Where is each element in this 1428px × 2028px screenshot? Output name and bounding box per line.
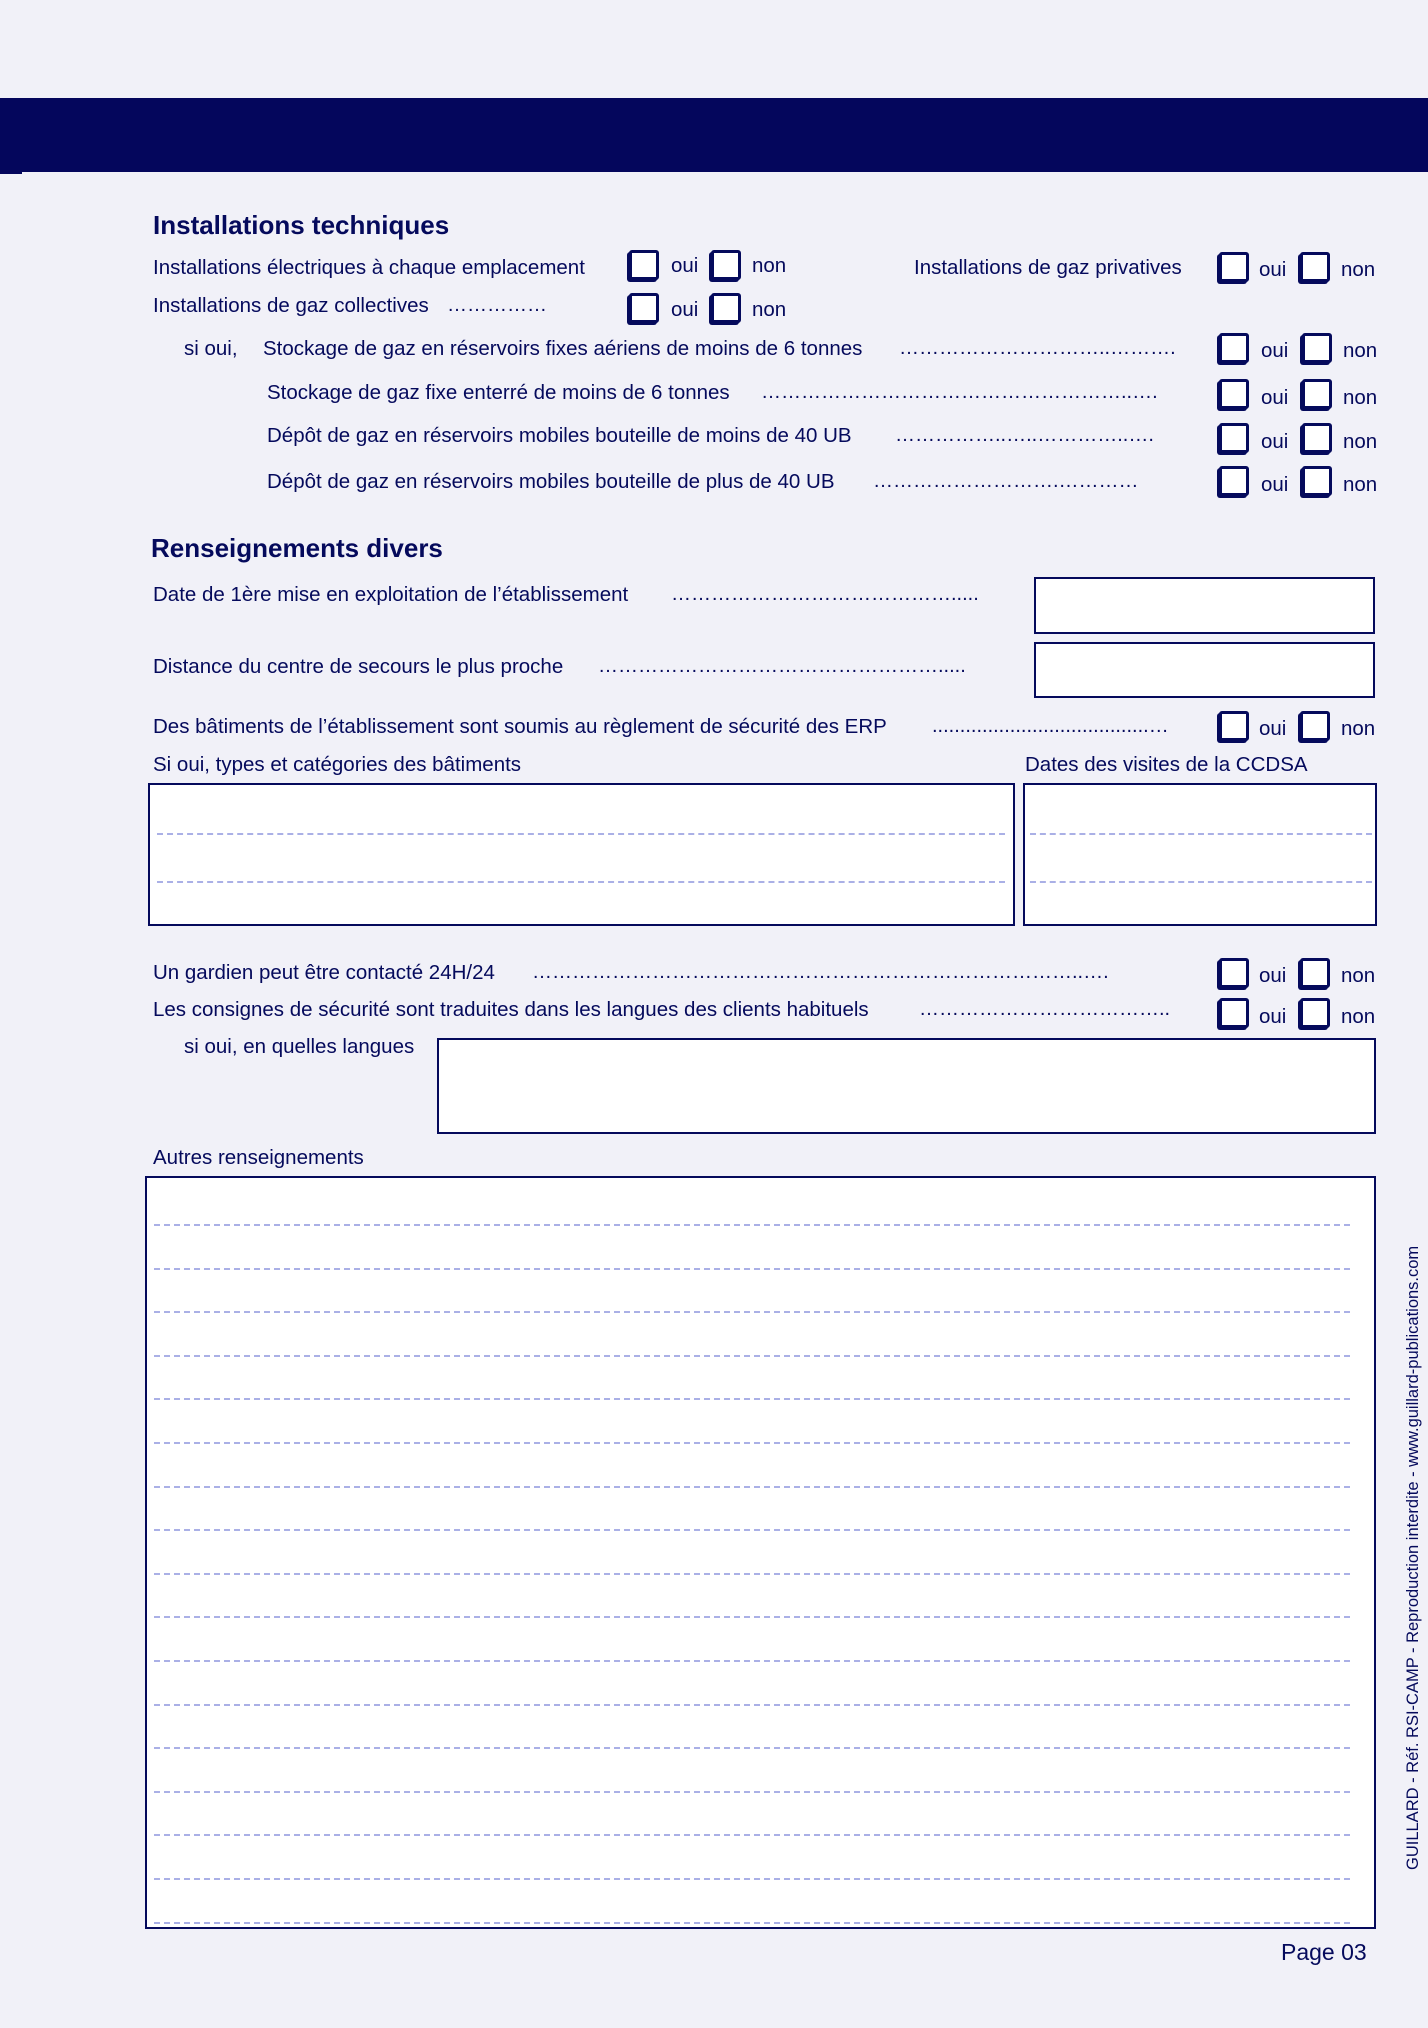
label-non: non <box>1341 258 1376 281</box>
guide-line <box>157 881 1005 883</box>
guide-line <box>154 1791 1350 1793</box>
section-title-renseignements: Renseignements divers <box>151 533 443 563</box>
header-banner-notch <box>0 170 22 174</box>
label-oui: oui <box>1259 964 1287 987</box>
dot-leader: ……………………….………… <box>873 470 1139 492</box>
dot-leader: .......................................… <box>932 715 1169 737</box>
label-non: non <box>752 298 787 321</box>
label-oui: oui <box>1259 258 1287 281</box>
checkbox-stockage-enterre-oui[interactable] <box>1219 379 1249 409</box>
label-consignes: Les consignes de sécurité sont traduites dans les langues des clients habituels <box>153 998 869 1021</box>
checkbox-stockage-enterre-non[interactable] <box>1302 379 1332 409</box>
label-gaz-privatives: Installations de gaz privatives <box>914 256 1182 279</box>
types-categories-field[interactable] <box>148 783 1015 926</box>
checkbox-gardien-oui[interactable] <box>1219 958 1249 988</box>
dot-leader: …………………………..………. <box>899 337 1176 359</box>
checkbox-stockage-aerien-oui[interactable] <box>1219 333 1249 363</box>
distance-secours-field[interactable] <box>1034 642 1375 698</box>
guide-line <box>157 833 1005 835</box>
checkbox-stockage-aerien-non[interactable] <box>1302 333 1332 363</box>
label-gaz-collectives: Installations de gaz collectives <box>153 294 429 317</box>
label-oui: oui <box>671 254 699 277</box>
dot-leader: ……………………………………………..... <box>598 655 966 677</box>
dot-leader: ……………………………………..... <box>671 583 979 605</box>
dot-leader: ………………………………………………..…. <box>761 381 1158 403</box>
guide-line <box>154 1355 1350 1357</box>
guide-line <box>154 1878 1350 1880</box>
label-non: non <box>1341 717 1376 740</box>
label-langues: si oui, en quelles langues <box>184 1035 415 1058</box>
checkbox-gaz-collectives-non[interactable] <box>711 293 741 323</box>
label-depot-moins-40: Dépôt de gaz en réservoirs mobiles bouteille de moins de 40 UB <box>267 424 852 447</box>
guide-line <box>154 1616 1350 1618</box>
label-erp-question: Des bâtiments de l’établissement sont soumis au règlement de sécurité des ERP <box>153 715 887 738</box>
dot-leader: …………… <box>447 294 547 316</box>
guide-line <box>1030 881 1372 883</box>
label-stockage-aerien: Stockage de gaz en réservoirs fixes aériens de moins de 6 tonnes <box>263 337 863 360</box>
label-oui: oui <box>1261 386 1289 409</box>
label-oui: oui <box>1259 717 1287 740</box>
checkbox-consignes-oui[interactable] <box>1219 998 1249 1028</box>
label-gardien: Un gardien peut être contacté 24H/24 <box>153 961 495 984</box>
label-non: non <box>1343 473 1378 496</box>
label-si-oui: si oui, <box>184 337 238 360</box>
guide-line <box>154 1268 1350 1270</box>
label-stockage-enterre: Stockage de gaz fixe enterré de moins de 6 tonnes <box>267 381 730 404</box>
label-non: non <box>1343 339 1378 362</box>
label-dates-ccdsa: Dates des visites de la CCDSA <box>1025 753 1308 776</box>
checkbox-consignes-non[interactable] <box>1300 998 1330 1028</box>
label-depot-plus-40: Dépôt de gaz en réservoirs mobiles bouteille de plus de 40 UB <box>267 470 835 493</box>
langues-field[interactable] <box>437 1038 1376 1134</box>
label-oui: oui <box>671 298 699 321</box>
dot-leader: ……………..…..…………..…. <box>895 424 1154 446</box>
checkbox-depot-plus-40-non[interactable] <box>1302 466 1332 496</box>
guide-line <box>154 1704 1350 1706</box>
label-non: non <box>1343 386 1378 409</box>
label-autres-renseignements: Autres renseignements <box>153 1146 364 1169</box>
checkbox-electriques-oui[interactable] <box>629 250 659 280</box>
checkbox-gardien-non[interactable] <box>1300 958 1330 988</box>
label-non: non <box>1341 1005 1376 1028</box>
dot-leader: ……………………………….. <box>919 998 1171 1020</box>
guide-line <box>154 1922 1350 1924</box>
label-non: non <box>1341 964 1376 987</box>
guide-line <box>154 1834 1350 1836</box>
label-types-categories: Si oui, types et catégories des bâtiments <box>153 753 522 776</box>
label-date-mise-exploitation: Date de 1ère mise en exploitation de l’établissement <box>153 583 629 606</box>
checkbox-depot-plus-40-oui[interactable] <box>1219 466 1249 496</box>
checkbox-gaz-collectives-oui[interactable] <box>629 293 659 323</box>
label-oui: oui <box>1261 430 1289 453</box>
checkbox-depot-moins-40-non[interactable] <box>1302 423 1332 453</box>
publisher-reference: GUILLARD - Réf. RSI-CAMP - Reproduction interdite - www.guillard-publications.com <box>1404 1245 1422 1870</box>
guide-line <box>154 1573 1350 1575</box>
checkbox-erp-oui[interactable] <box>1219 711 1249 741</box>
guide-line <box>154 1311 1350 1313</box>
dates-ccdsa-field[interactable] <box>1023 783 1377 926</box>
label-oui: oui <box>1261 339 1289 362</box>
guide-line <box>154 1398 1350 1400</box>
checkbox-erp-non[interactable] <box>1300 711 1330 741</box>
label-non: non <box>752 254 787 277</box>
dot-leader: ………………………………………………………………………..…. <box>532 961 1109 983</box>
header-banner <box>0 98 1428 172</box>
section-title-installations: Installations techniques <box>153 210 450 240</box>
label-distance-secours: Distance du centre de secours le plus proche <box>153 655 564 678</box>
guide-line <box>154 1747 1350 1749</box>
guide-line <box>154 1529 1350 1531</box>
checkbox-electriques-non[interactable] <box>711 250 741 280</box>
page-number: Page 03 <box>1281 1939 1367 1965</box>
label-non: non <box>1343 430 1378 453</box>
autres-renseignements-field[interactable] <box>145 1176 1376 1929</box>
label-oui: oui <box>1259 1005 1287 1028</box>
date-mise-exploitation-field[interactable] <box>1034 577 1375 634</box>
guide-line <box>154 1660 1350 1662</box>
checkbox-gaz-privatives-oui[interactable] <box>1219 252 1249 282</box>
guide-line <box>154 1486 1350 1488</box>
checkbox-gaz-privatives-non[interactable] <box>1300 252 1330 282</box>
label-installations-electriques: Installations électriques à chaque emplacement <box>153 256 585 279</box>
guide-line <box>1030 833 1372 835</box>
checkbox-depot-moins-40-oui[interactable] <box>1219 423 1249 453</box>
guide-line <box>154 1442 1350 1444</box>
guide-line <box>154 1224 1350 1226</box>
label-oui: oui <box>1261 473 1289 496</box>
